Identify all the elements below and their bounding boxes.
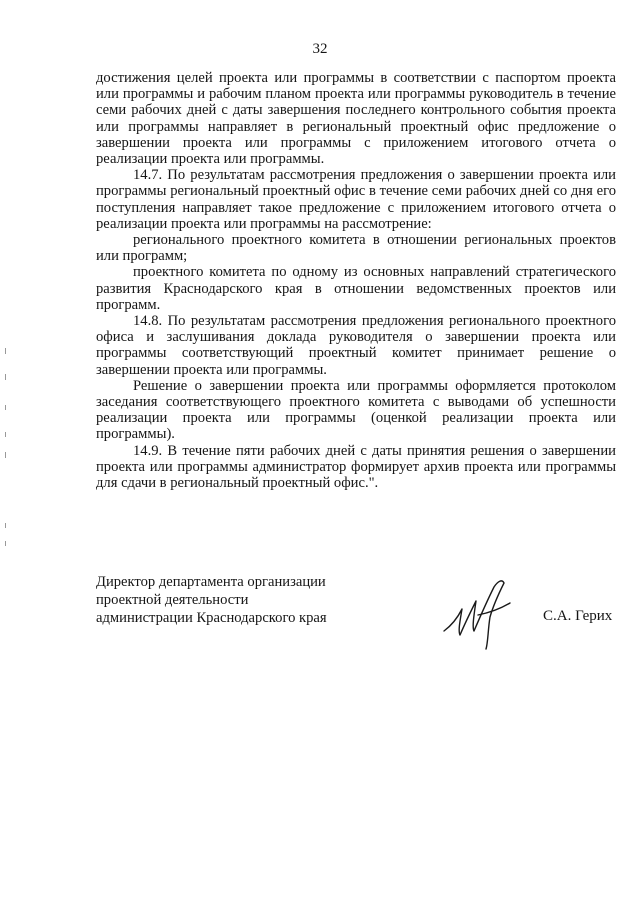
signatory-title-line: Директор департамента организации [96, 574, 326, 590]
signatory-title-line: администрации Краснодарского края [96, 610, 327, 626]
paragraph-14-7: 14.7. По результатам рассмотрения предложения о завершении проекта или программы региональный проектный офис в течение семи рабочих дней со дня его поступления направляет такое предложение с приложением итогового отчета о реализации проекта или программы на рассмотрение: [96, 167, 616, 232]
paragraph-14-8: 14.8. По результатам рассмотрения предложения регионального проектного офиса и заслушивания доклада руководителя о завершении проекта или программы соответствующий проектный комитет принимает решение о завершении проекта или программы. [96, 313, 616, 378]
paragraph-14-9: 14.9. В течение пяти рабочих дней с даты принятия решения о завершении проекта или программы администратор формирует архив проекта или программы для сдачи в региональный проектный офис.". [96, 442, 616, 492]
paragraph-decision-protocol: Решение о завершении проекта или программы оформляется протоколом заседания соответствующего проектного комитета с выводами об успешности реализации проекта или программы (оценкой реализации проекта или программы). [96, 377, 616, 443]
handwritten-signature [438, 573, 528, 653]
signature-block [96, 573, 616, 653]
document-body [96, 70, 616, 491]
signatory-name: С.А. Герих [543, 608, 613, 624]
paragraph-project-committee: проектного комитета по одному из основных направлений стратегического развития Краснодарского края в отношении ведомственных проектов или программ. [96, 264, 616, 313]
paragraph-regional-committee: регионального проектного комитета в отношении региональных проектов или программ; [96, 232, 616, 265]
signatory-title [96, 573, 327, 627]
signatory-title-line: проектной деятельности [96, 592, 249, 608]
scan-margin-marks [0, 0, 20, 905]
paragraph-continuation: достижения целей проекта или программы в соответствии с паспортом проекта или программы и рабочим планом проекта или программы руководитель в течение семи рабочих дней с даты завершения последнего контрольного события проекта или программы направляет в региональный проектный офис предложение о завершении проекта или программы с приложением итогового отчета о реализации проекта или программы. [96, 70, 616, 168]
page-number: 32 [312, 41, 328, 57]
